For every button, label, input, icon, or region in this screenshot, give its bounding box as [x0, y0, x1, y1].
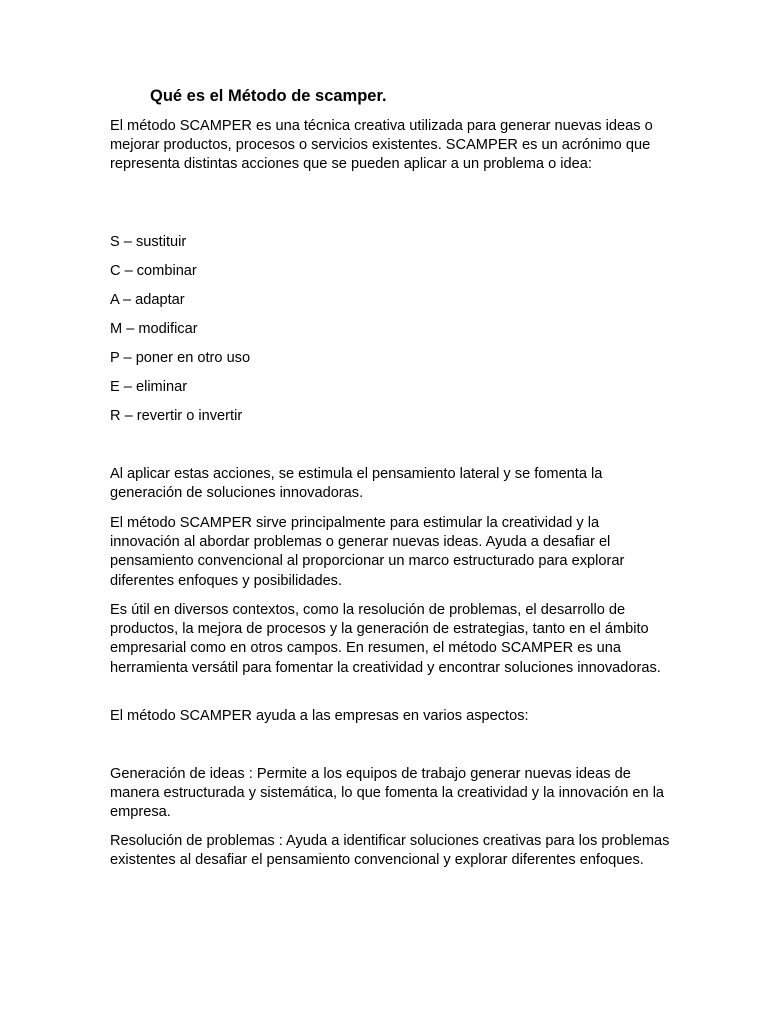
paragraph-problem-solving: Resolución de problemas : Ayuda a identificar soluciones creativas para los problemas existentes al desafiar el pensamiento convencional y explorar diferentes enfoques.: [110, 833, 670, 869]
acronym-item-p: P – poner en otro uso: [110, 350, 251, 366]
acronym-item-e: E – eliminar: [110, 379, 188, 395]
acronym-item-c: C – combinar: [110, 263, 197, 279]
paragraph-business-aspects: El método SCAMPER ayuda a las empresas en varios aspectos:: [110, 708, 529, 724]
acronym-item-a: A – adaptar: [110, 292, 185, 308]
paragraph-contexts: Es útil en diversos contextos, como la resolución de problemas, el desarrollo de productos, la mejora de procesos y la generación de estrategias, tanto en el ámbito empresarial como en otros campos. En resumen, el método SCAMPER es una herramienta versátil para fomentar la creatividad y encontrar soluciones innovadoras.: [110, 602, 661, 676]
intro-paragraph: El método SCAMPER es una técnica creativa utilizada para generar nuevas ideas o mejorar productos, procesos o servicios existentes. SCAMPER es un acrónimo que representa distintas acciones que se pueden aplicar a un problema o idea:: [110, 118, 653, 173]
acronym-item-s: S – sustituir: [110, 234, 187, 250]
paragraph-lateral-thinking: Al aplicar estas acciones, se estimula el pensamiento lateral y se fomenta la generación de soluciones innovadoras.: [110, 466, 603, 502]
acronym-item-r: R – revertir o invertir: [110, 408, 243, 424]
paragraph-creativity: El método SCAMPER sirve principalmente para estimular la creatividad y la innovación al abordar problemas o generar nuevas ideas. Ayuda a desafiar el pensamiento convencional al proporcionar un marco estructurado para explorar diferentes enfoques y posibilidades.: [110, 515, 625, 589]
paragraph-idea-generation: Generación de ideas : Permite a los equipos de trabajo generar nuevas ideas de manera estructurada y sistemática, lo que fomenta la creatividad y la innovación en la empresa.: [110, 766, 665, 821]
document-title: Qué es el Método de scamper.: [150, 87, 387, 105]
acronym-item-m: M – modificar: [110, 321, 198, 337]
